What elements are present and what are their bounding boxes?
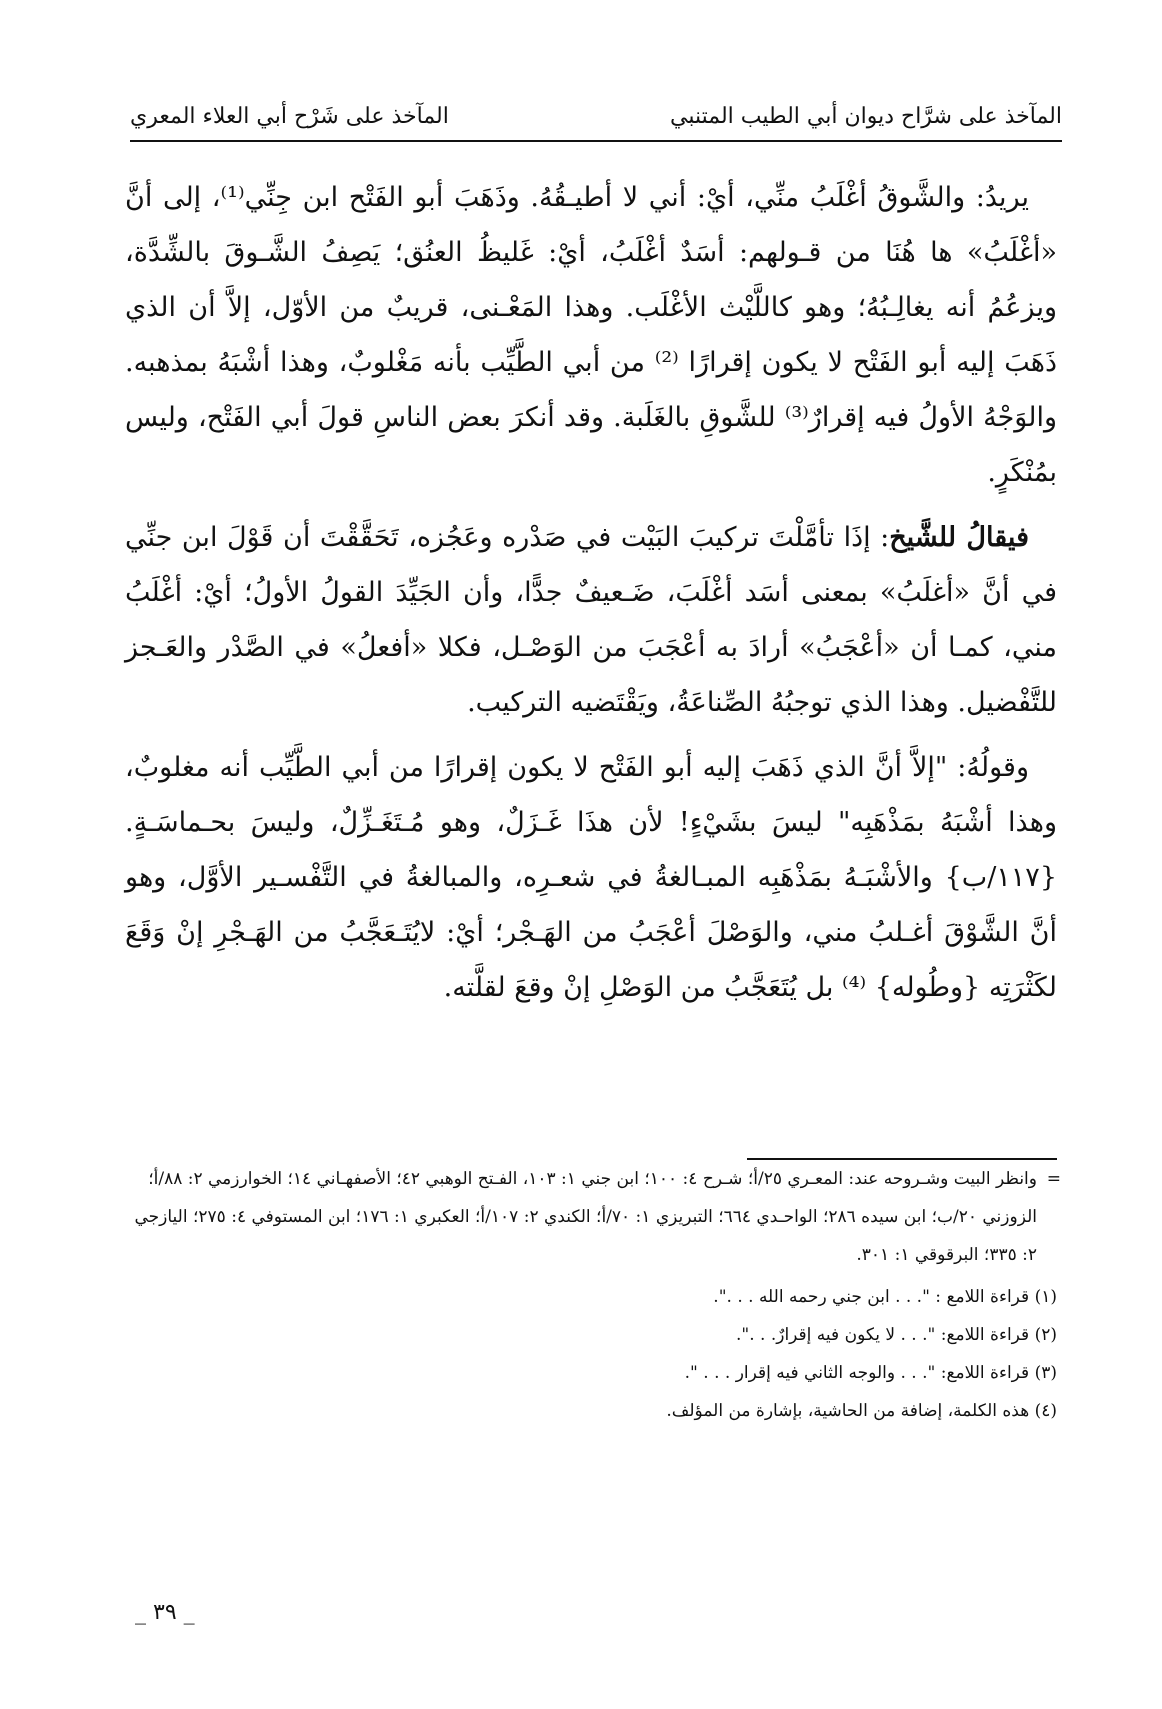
paragraph-3: وقولُهُ: "إلاَّ أنَّ الذي ذَهَبَ إليه أبو الفَتْح لا يكون إقرارًا من أبي الطَّيِّب أنه مغلوبٌ، وهذا أشْبَهُ بمَذْهَبِه" ليسَ بشَيْءٍ! لأن هذَا غَـزَلٌ، وهو مُـتَغَـزِّلٌ، وليسَ بحـماسَـةٍ. {١١٧/ب} والأشْبَـهُ بمَذْهَبِه المبـالغةُ في شعـرِه، والمبالغةُ في التَّفْسـير الأوَّل، وهو أنَّ الشَّوْقَ أغـلبُ مني، والوَصْلَ أعْجَبُ من الهَـجْر؛ أيْ: لايُتَـعَجَّبُ من الهَـجْرِ إنْ وَقَعَ لكَثْرَتِه {وطُوله} ⁽⁴⁾ بل يُتَعَجَّبُ من الوَصْلِ إنْ وقعَ لقلَّته. <box>125 752 1057 1003</box>
footnotes <box>130 1160 1061 1430</box>
continuation-mark: = <box>1046 1169 1061 1189</box>
footnote-continuation-text: وانظر البيت وشـروحه عند: المعـري ٢٥/أ؛ شـرح ٤: ١٠٠؛ ابن جني ١: ١٠٣، الفـتح الوهبي ٤٢؛ الأصفهـاني ١٤؛ الخوارزمي ٢: ٨٨/أ؛ الزوزني ٢٠/ب؛ ابن سيده ٢٨٦؛ الواحـدي ٦٦٤؛ التبريزي ١: ٧٠/أ؛ الكندي ٢: ١٠٧/أ؛ العكبري ١: ١٧٦؛ ابن المستوفي ٤: ٢٧٥؛ اليازجي ٢: ٣٣٥؛ البرقوقي ١: ٣٠١. <box>134 1169 1037 1265</box>
paragraph-1: يريدُ: والشَّوقُ أغْلَبُ منِّي، أيْ: أني لا أطيـقُهُ. وذَهَبَ أبو الفَتْح ابن جِنِّي⁽¹⁾، إلى أنَّ «أغْلَبُ» ها هُنَا من قـولهم: أسَدٌ أغْلَبُ، أيْ: غَليظُ العنُق؛ يَصِفُ الشَّـوقَ بالشِّدَّة، ويزعُمُ أنه يغالِـبُهُ؛ وهو كاللَّيْث الأغْلَب. وهذا المَعْـنى، قريبٌ من الأوّل، إلاَّ أن الذي ذَهَبَ إليه أبو الفَتْح لا يكون إقرارًا ⁽²⁾ من أبي الطَّيِّب بأنه مَغْلوبٌ، وهذا أشْبَهُ بمذهبه. والوَجْهُ الأولُ فيه إقرارٌ⁽³⁾ للشَّوقِ بالغَلَبة. وقد أنكرَ بعض الناسِ قولَ أبي الفَتْح، وليس بمُنْكَرٍ. <box>125 182 1057 488</box>
header-book-title: المآخذ على شرَّاح ديوان أبي الطيب المتنبي <box>670 104 1062 129</box>
header-section-title: المآخذ على شَرْح أبي العلاء المعري <box>130 104 449 129</box>
footnote-4: (٤) هذه الكلمة، إضافة من الحاشية، بإشارة من المؤلف. <box>666 1401 1057 1421</box>
footnote-3: (٣) قراءة اللامع: ". . . والوجه الثاني فيه إقرار . . . ". <box>684 1363 1057 1383</box>
paragraph-2-text: : إذَا تأمَّلْتَ تركيبَ البَيْت في صَدْره وعَجُزه، تَحَقَّقْتَ أن قَوْلَ ابن جنِّي في أنَّ «أغلَبُ» بمعنى أسَد أغْلَبَ، ضَـعيفٌ جدًّا، وأن الجَيِّدَ القولُ الأولُ؛ أيْ: أغْلَبُ مني، كمـا أن «أعْجَبُ» أرادَ به أعْجَبَ من الوَصْـل، فكلا «أفعلُ» في الصَّدْر والعَـجز للتَّفْضيل. وهذا الذي توجبُهُ الصِّناعَةُ، ويَقْتَضيه التركيب. <box>125 522 1057 718</box>
page-number: _ ٣٩ _ <box>135 1600 195 1625</box>
footnote-continuation <box>130 1160 1061 1274</box>
running-header <box>130 100 1062 142</box>
paragraph-2-lead: فيقالُ للشَّيخ <box>889 522 1029 553</box>
footnote-2: (٢) قراءة اللامع: ". . . لا يكون فيه إقرارٌ. . .". <box>736 1325 1057 1345</box>
main-text <box>125 170 1057 1025</box>
footnote-1: (١) قراءة اللامع : ". . . ابن جني رحمه الله . . .". <box>713 1287 1057 1307</box>
paragraph-2 <box>125 510 1057 730</box>
